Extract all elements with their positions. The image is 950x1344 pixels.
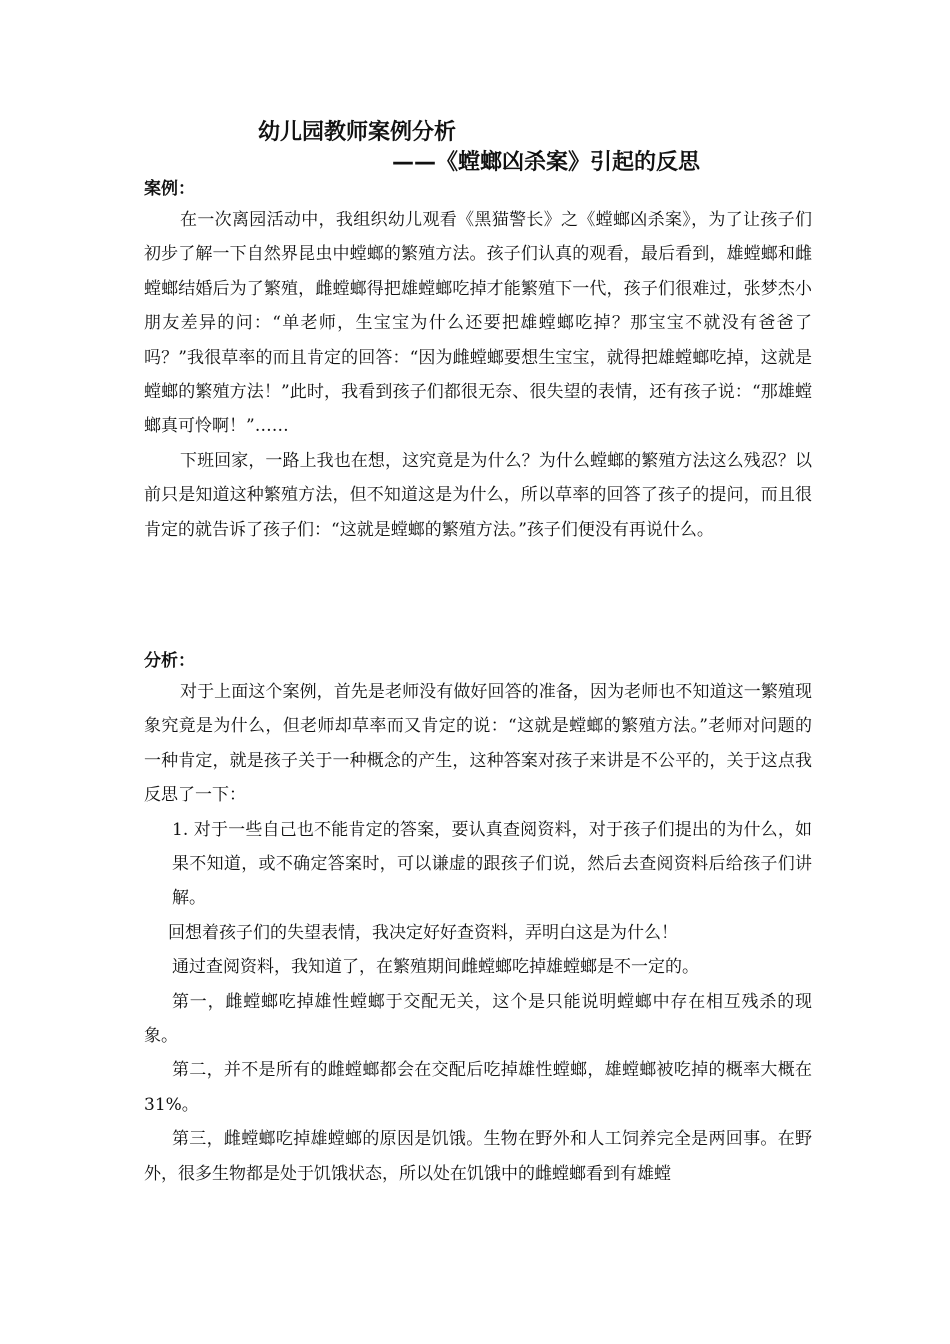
document-title: 幼儿园教师案例分析 [258,120,457,145]
analysis-point-third: 第三，雌螳螂吃掉雄螳螂的原因是饥饿。生物在野外和人工饲养完全是两回事。在野外，很多生物都是处于饥饿状态，所以处在饥饿中的雌螳螂看到有雄螳 [144,1129,812,1184]
case-label: 案例： [144,179,195,199]
case-section [144,203,812,547]
analysis-label: 分析： [144,651,195,671]
analysis-paragraph-reflection: 回想着孩子们的失望表情，我决定好好查资料，弄明白这是为什么！ [168,922,678,943]
analysis-paragraph-1: 对于上面这个案例，首先是老师没有做好回答的准备，因为老师也不知道这一繁殖现象究竟是为什么，但老师却草率而又肯定的说：“这就是螳螂的繁殖方法。”老师对问题的一种肯定，就是孩子关于一种概念的产生，这种答案对孩子来讲是不公平的，关于这点我反思了一下： [144,682,812,806]
case-paragraph-1: 在一次离园活动中，我组织幼儿观看《黑猫警长》之《螳螂凶杀案》，为了让孩子们初步了解一下自然界昆虫中螳螂的繁殖方法。孩子们认真的观看，最后看到，雄螳螂和雌螳螂结婚后为了繁殖，雌螳螂得把雄螳螂吃掉才能繁殖下一代，孩子们很难过，张梦杰小朋友差异的问：“单老师，生宝宝为什么还要把雄螳螂吃掉？那宝宝不就没有爸爸了吗？”我很草率的而且肯定的回答：“因为雌螳螂要想生宝宝，就得把雄螳螂吃掉，这就是螳螂的繁殖方法！”此时，我看到孩子们都很无奈、很失望的表情，还有孩子说：“那雄螳螂真可怜啊！”…… [144,210,812,437]
document-subtitle: ——《螳螂凶杀案》引起的反思 [392,150,701,175]
analysis-point-first: 第一，雌螳螂吃掉雄性螳螂于交配无关，这个是只能说明螳螂中存在相互残杀的现象。 [144,991,812,1047]
analysis-section [144,675,812,1191]
analysis-paragraph-findings: 通过查阅资料，我知道了，在繁殖期间雌螳螂吃掉雄螳螂是不一定的。 [172,957,699,978]
analysis-point-1: 1. 对于一些自己也不能肯定的答案，要认真查阅资料，对于孩子们提出的为什么，如果不知道，或不确定答案时，可以谦虚的跟孩子们说，然后去查阅资料后给孩子们讲解。 [172,819,812,909]
analysis-point-second: 第二，并不是所有的雌螳螂都会在交配后吃掉雄性螳螂，雄螳螂被吃掉的概率大概在31%。 [144,1060,812,1115]
case-paragraph-2: 下班回家，一路上我也在想，这究竟是为什么？为什么螳螂的繁殖方法这么残忍？以前只是知道这种繁殖方法，但不知道这是为什么，所以草率的回答了孩子的提问，而且很肯定的就告诉了孩子们：“这就是螳螂的繁殖方法。”孩子们便没有再说什么。 [144,450,812,540]
